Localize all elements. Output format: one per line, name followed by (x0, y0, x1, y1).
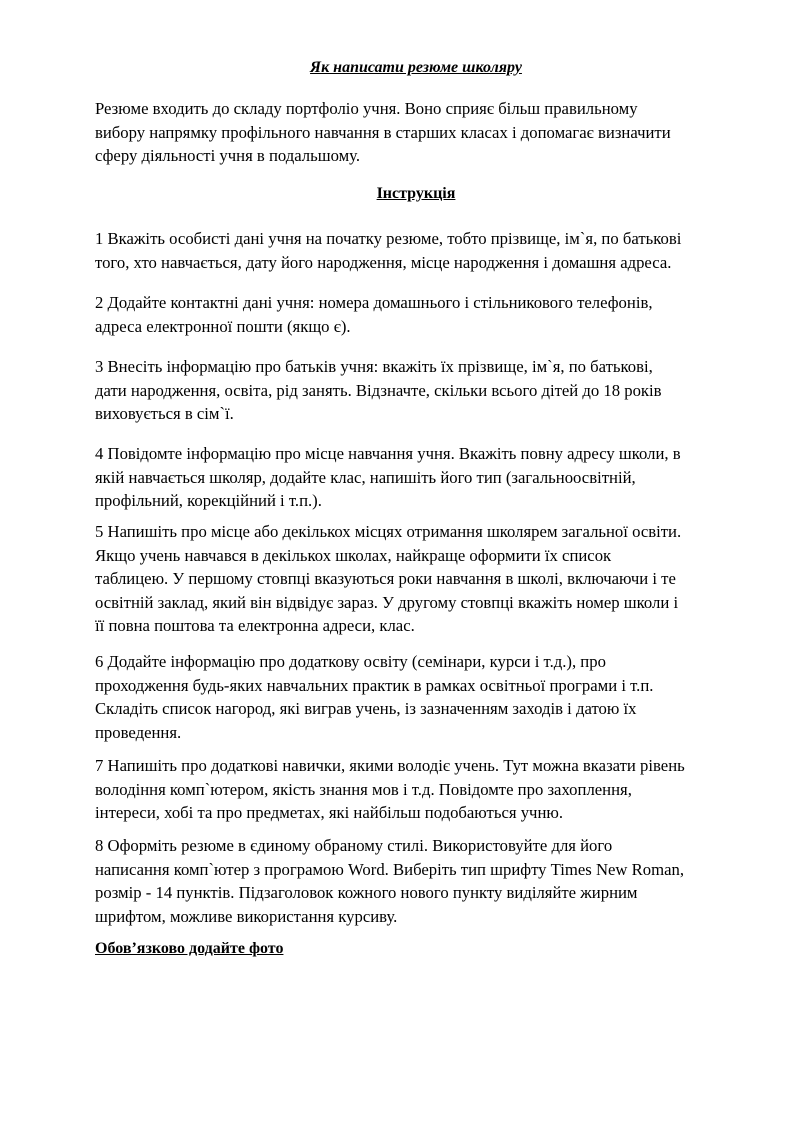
step-line: якій навчається школяр, додайте клас, напишіть його тип (загальноосвітній, (95, 467, 636, 487)
step-3-paragraph (95, 355, 745, 426)
step-line: проходження будь-яких навчальних практик в рамках освітньої програми і т.п. (95, 675, 654, 695)
intro-line: сферу діяльності учня в подальшому. (95, 146, 361, 165)
step-line: освітній заклад, який він відвідує зараз. У другому стовпці вкажіть номер школи і (95, 592, 679, 612)
step-line: 6 Додайте інформацію про додаткову освіту (семінари, курси і т.д.), про (95, 652, 606, 671)
step-line: володіння комп`ютером, якість знання мов і т.д. Повідомте про захоплення, (95, 779, 632, 799)
step-line: того, хто навчається, дату його народження, місце народження і домашня адреса. (95, 252, 672, 272)
step-line: 4 Повідомте інформацію про місце навчання учня. Вкажіть повну адресу школи, в (95, 444, 681, 463)
step-line: Якщо учень навчався в декількох школах, найкраще оформити їх список (95, 545, 612, 565)
step-line: шрифтом, можливе використання курсиву. (95, 906, 398, 926)
step-line: адреса електронної пошти (якщо є). (95, 316, 351, 336)
step-line: 3 Внесіть інформацію про батьків учня: вкажіть їх прізвище, ім`я, по батькові, (95, 357, 653, 376)
step-line: Складіть список нагород, які виграв учень, із зазначенням заходів і датою їх (95, 699, 637, 718)
step-5-paragraph (95, 520, 745, 638)
step-line: профільний, корекційний і т.п.). (95, 491, 322, 510)
step-6-paragraph (95, 650, 745, 744)
step-line: проведення. (95, 722, 182, 742)
document-title: Як написати резюме школяру (310, 59, 522, 76)
step-line: 7 Напишіть про додаткові навички, якими володіє учень. Тут можна вказати рівень (95, 756, 685, 775)
step-line: таблицею. У першому стовпці вказуються роки навчання в школі, включаючи і те (95, 569, 676, 588)
step-line: її повна поштова та електронна адреси, клас. (95, 616, 415, 635)
step-line: інтереси, хобі та про предметах, які найбільш подобаються учню. (95, 803, 564, 822)
intro-paragraph (95, 97, 745, 168)
photo-note: Обов’язково додайте фото (95, 940, 284, 957)
step-2-paragraph (95, 291, 745, 338)
intro-line: Резюме входить до складу портфоліо учня. Воно сприяє більш правильному (95, 99, 638, 118)
step-line: розмір - 14 пунктів. Підзаголовок кожного нового пункту виділяйте жирним (95, 883, 638, 902)
step-line: написання комп`ютер з програмою Word. Виберіть тип шрифту Times New Roman, (95, 859, 685, 879)
step-line: 1 Вкажіть особисті дані учня на початку резюме, тобто прізвище, ім`я, по батькові (95, 229, 682, 248)
step-4-paragraph (95, 442, 745, 513)
step-line: 2 Додайте контактні дані учня: номера домашнього і стільникового телефонів, (95, 293, 653, 312)
instruction-heading: Інструкція (376, 185, 456, 202)
step-line: дати народження, освіта, рід занять. Відзначте, скільки всього дітей до 18 років (95, 380, 662, 400)
step-line: 5 Напишіть про місце або декількох місцях отримання школярем загальної освіти. (95, 522, 682, 541)
step-line: 8 Оформіть резюме в єдиному обраному стилі. Використовуйте для його (95, 836, 613, 855)
step-1-paragraph (95, 227, 745, 274)
step-line: виховується в сім`ї. (95, 404, 234, 423)
step-8-paragraph (95, 834, 745, 928)
intro-line: вибору напрямку профільного навчання в старших класах і допомагає визначити (95, 122, 671, 142)
step-7-paragraph (95, 754, 745, 825)
